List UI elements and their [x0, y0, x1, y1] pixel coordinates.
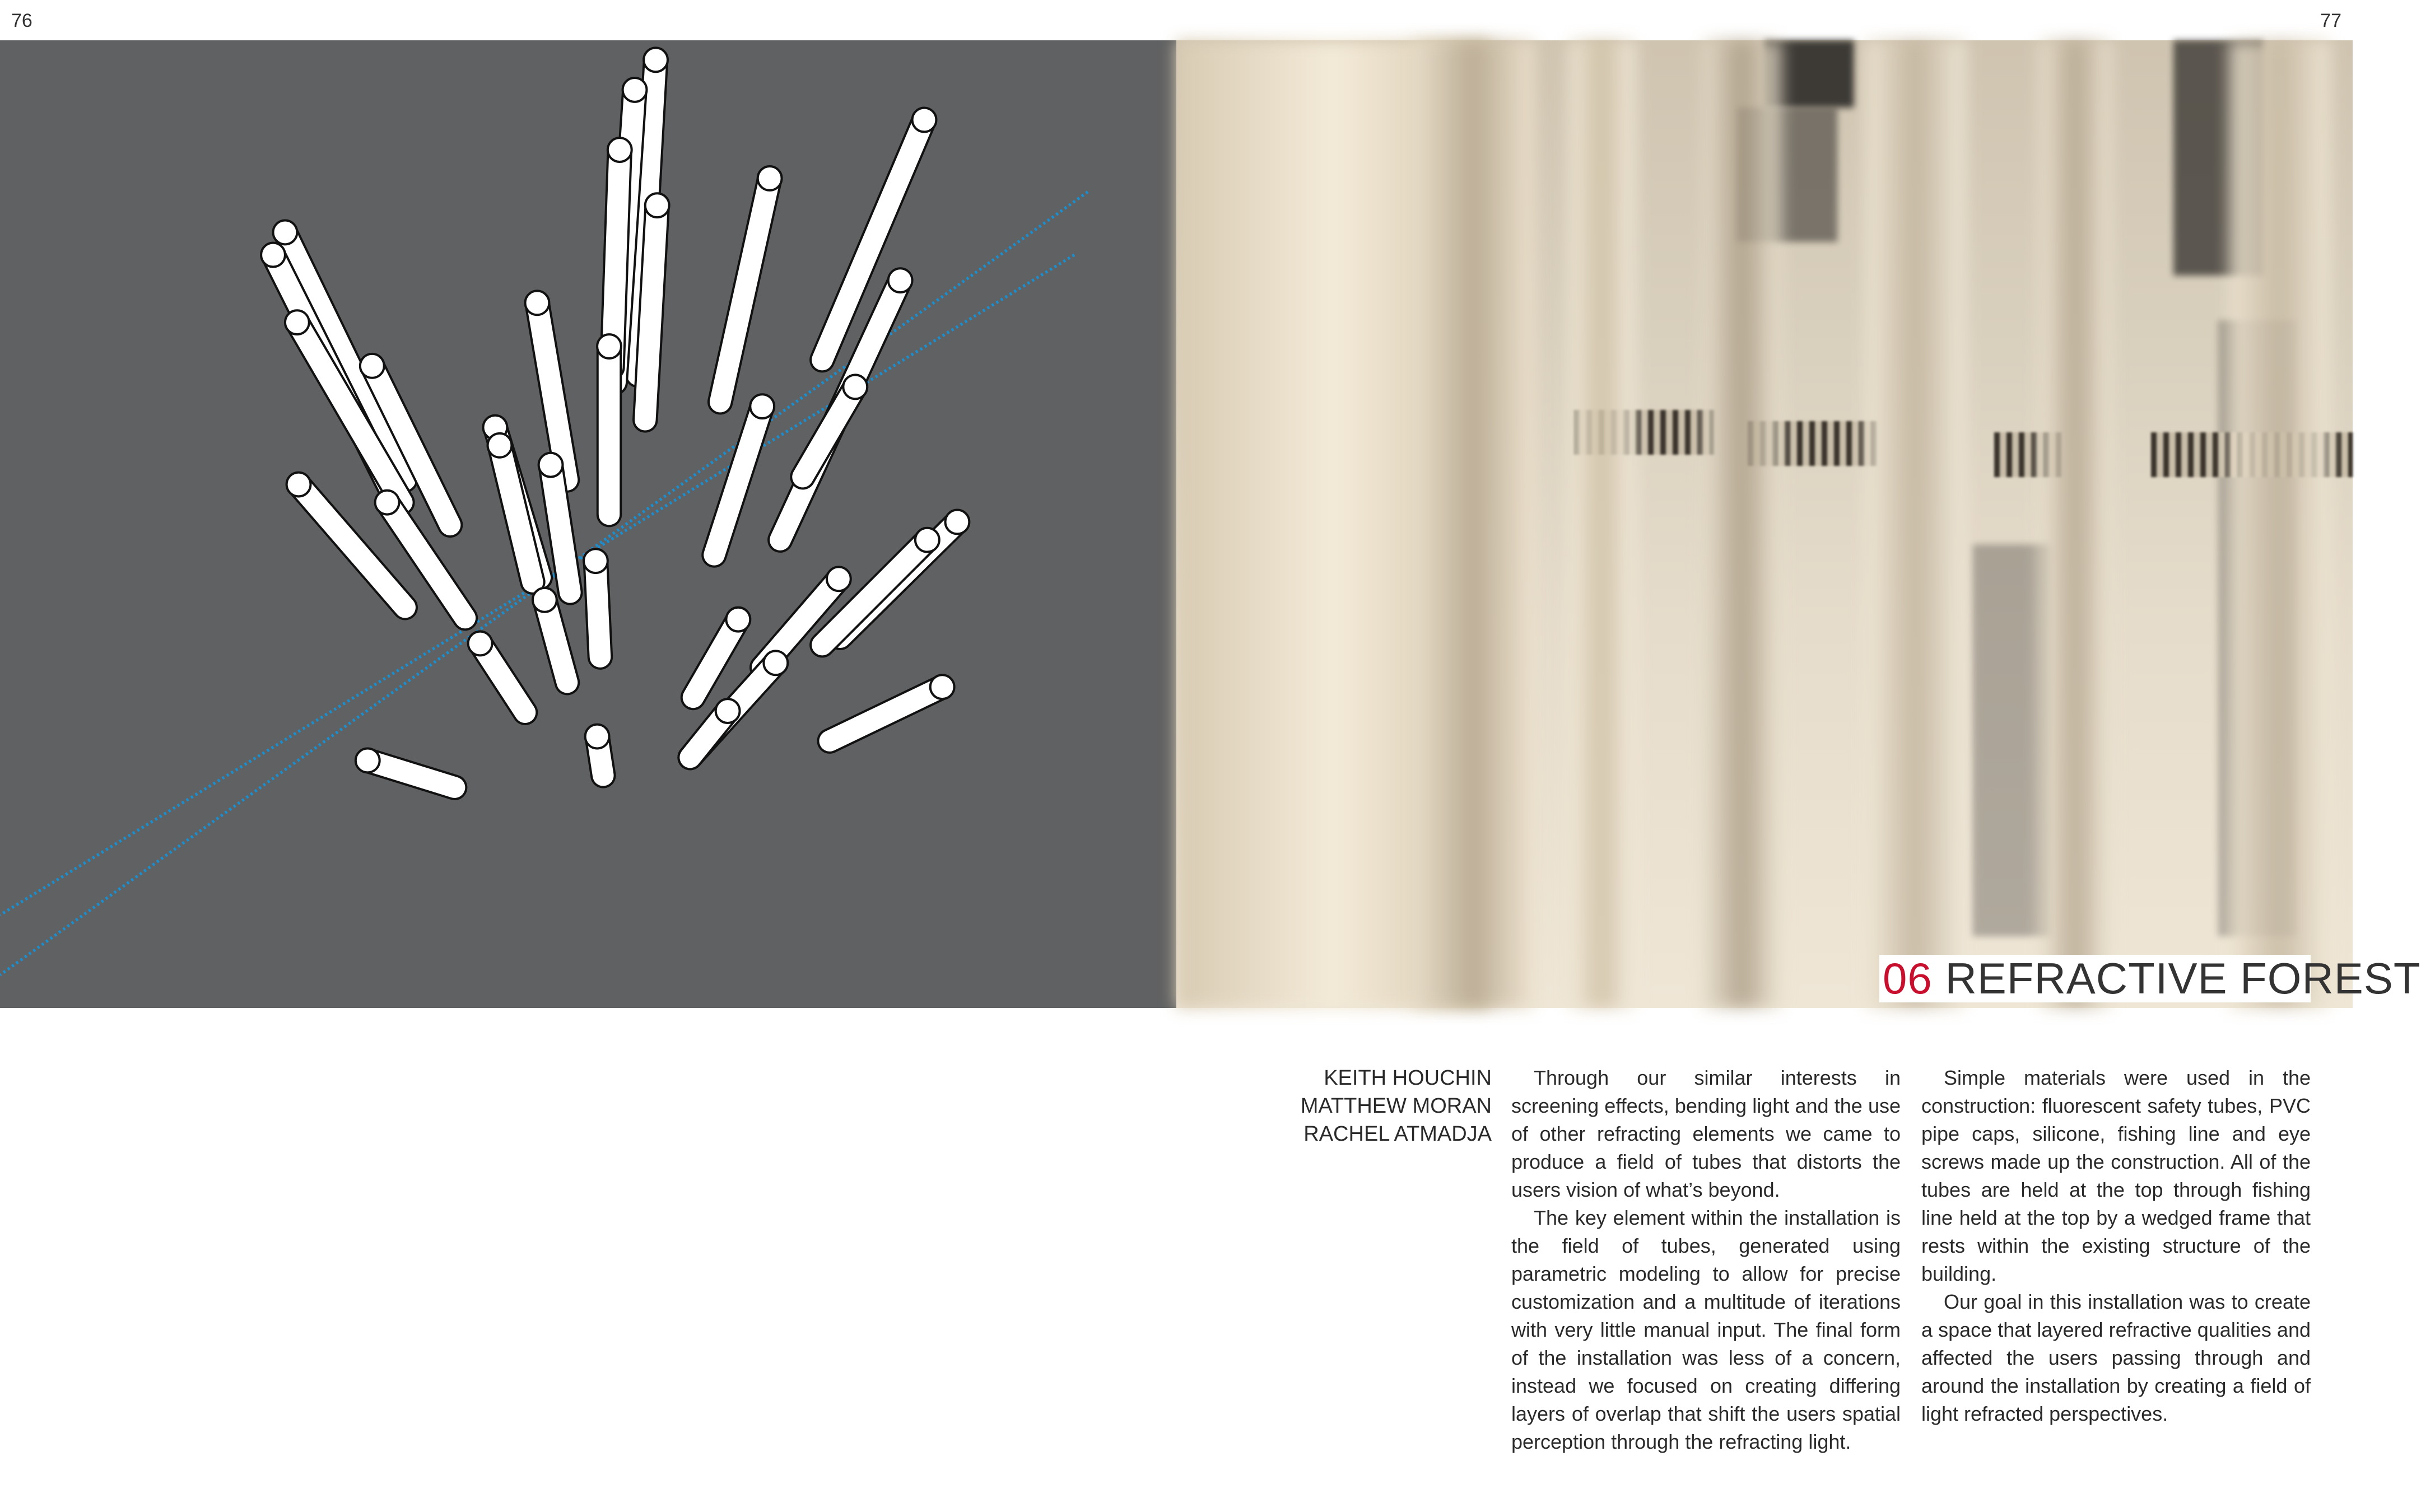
tube [803, 375, 867, 477]
paragraph: Simple materials were used in the construction: fluorescent safety tubes, PVC pipe caps, silicone, fishing line and eye screws made up the construction. All of the tubes are held at the top through fishing line held at the top by a wedged frame that rests within the existing structure of the building. [1921, 1066, 2311, 1285]
author-name: KEITH HOUCHIN [1324, 1066, 1492, 1090]
project-title-text: REFRACTIVE FOREST [1945, 954, 2421, 1003]
project-number: 06 [1883, 954, 1933, 1003]
project-title [1879, 954, 2421, 1003]
tube [720, 166, 782, 402]
body-column-1 [1511, 1064, 1901, 1456]
tube [468, 632, 525, 713]
tube [584, 549, 608, 657]
page-number-left: 76 [11, 10, 32, 31]
author-list [1232, 1064, 1492, 1148]
tube [714, 394, 774, 555]
page-number-right: 77 [2320, 10, 2341, 31]
tube [585, 725, 609, 776]
tube [597, 334, 621, 514]
tube [488, 433, 533, 582]
author-name: RACHEL ATMADJA [1303, 1122, 1492, 1146]
paragraph: The key element within the installation is the field of tubes, generated using parametric modeling to allow for precise customization and a multitude of iterations with very little manual input. The final form of the installation was less of a concern, instead we focused on creating differing layers of overlap that shift the users spatial perception through the refracting light. [1511, 1206, 1901, 1453]
parametric-tube-diagram [0, 40, 1176, 1008]
author-name: MATTHEW MORAN [1300, 1094, 1492, 1118]
paragraph: Through our similar interests in screening effects, bending light and the use of other refracting elements we came to produce a field of tubes that distorts the users vision of what’s beyond. [1511, 1066, 1901, 1201]
body-column-2 [1921, 1064, 2311, 1428]
tube [645, 193, 669, 420]
paragraph: Our goal in this installation was to create a space that layered refractive qualities and affected the users passing through and around the installation by creating a field of light refracted perspectives. [1921, 1290, 2311, 1425]
tube [525, 291, 567, 480]
tube [356, 749, 455, 788]
tube [830, 675, 954, 741]
installation-photo [1176, 40, 2353, 1008]
tube [273, 220, 406, 479]
